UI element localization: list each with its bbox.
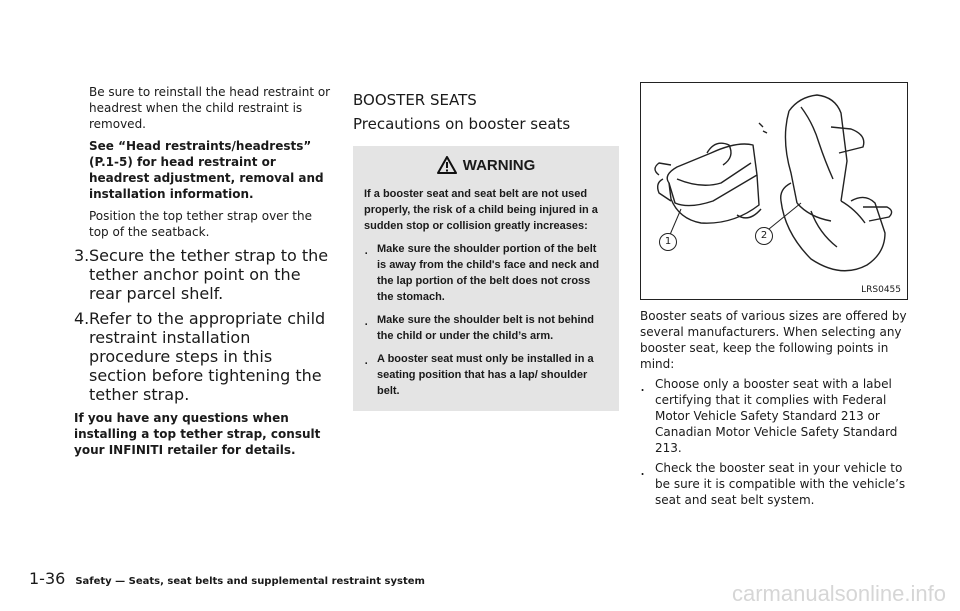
- callout-1: 1: [659, 233, 677, 251]
- bullet-glyph: .: [364, 312, 369, 329]
- warning-title: WARNING: [462, 156, 536, 174]
- warning-intro: If a booster seat and seat belt are not used properly, the risk of a child being injured in a sudden stop or collision greatly increases:: [364, 188, 598, 232]
- booster-bullet: [640, 460, 908, 508]
- step-4-number: 4.: [74, 309, 90, 328]
- page-number: 1-36: [29, 569, 66, 588]
- watermark: carmanualsonline.info: [731, 581, 946, 606]
- step-4: [74, 309, 334, 404]
- retailer-note: If you have any questions when installing a top tether strap, consult your INFINITI retailer for details.: [74, 411, 321, 457]
- step-4-text: Refer to the appropriate child restraint installation procedure steps in this section before tightening the tether strap.: [89, 309, 326, 404]
- warning-bullet-text: Make sure the shoulder belt is not behind the child or under the child’s arm.: [377, 314, 594, 342]
- bullet-glyph: .: [640, 376, 646, 395]
- bullet-glyph: .: [364, 351, 369, 368]
- warning-bullet: [364, 351, 608, 399]
- section-subheading: Precautions on booster seats: [353, 115, 571, 133]
- figure-code: LRS0455: [861, 285, 901, 295]
- section-title: Safety — Seats, seat belts and supplemental restraint system: [75, 576, 425, 587]
- reinstall-note: Be sure to reinstall the head restraint or headrest when the child restraint is removed.: [89, 85, 331, 131]
- booster-seats-illustration: [641, 83, 907, 299]
- warning-bullet-text: A booster seat must only be installed in a seating position that has a lap/ shoulder belt.: [377, 353, 594, 397]
- warning-box: [353, 146, 619, 411]
- bullet-glyph: .: [364, 241, 369, 258]
- middle-column: [353, 84, 619, 411]
- right-column: [640, 82, 908, 508]
- step-3-text: Secure the tether strap to the tether anchor point on the rear parcel shelf.: [89, 246, 329, 303]
- warning-bullet-text: Make sure the shoulder portion of the belt is away from the child's face and neck and the lap portion of the belt does not cross the stomach.: [377, 243, 600, 303]
- step-3: [74, 246, 334, 303]
- booster-bullet-text: Check the booster seat in your vehicle to be sure it is compatible with the vehicle’s seat and seat belt system.: [655, 461, 906, 507]
- booster-bullet: [640, 376, 908, 456]
- warning-bullet: [364, 241, 608, 305]
- page-footer: [29, 569, 425, 588]
- callout-2: 2: [755, 227, 773, 245]
- head-restraint-reference: See “Head restraints/headrests” (P.1-5) for head restraint or headrest adjustment, removal and installation information.: [89, 139, 324, 201]
- booster-bullet-text: Choose only a booster seat with a label certifying that it complies with Federal Motor Vehicle Safety Standard 213 or Canadian Motor Vehicle Safety Standard 213.: [655, 377, 898, 455]
- warning-header: [364, 156, 608, 174]
- section-heading: BOOSTER SEATS: [353, 91, 477, 109]
- booster-intro: Booster seats of various sizes are offered by several manufacturers. When selecting any booster seat, keep the following points in mind:: [640, 309, 907, 371]
- booster-seat-figure: [640, 82, 908, 300]
- left-column: [74, 84, 334, 458]
- warning-triangle-icon: [437, 156, 457, 174]
- warning-bullet: [364, 312, 608, 344]
- bullet-glyph: .: [640, 460, 646, 479]
- tether-position-note: Position the top tether strap over the top of the seatback.: [89, 209, 312, 239]
- step-3-number: 3.: [74, 246, 90, 265]
